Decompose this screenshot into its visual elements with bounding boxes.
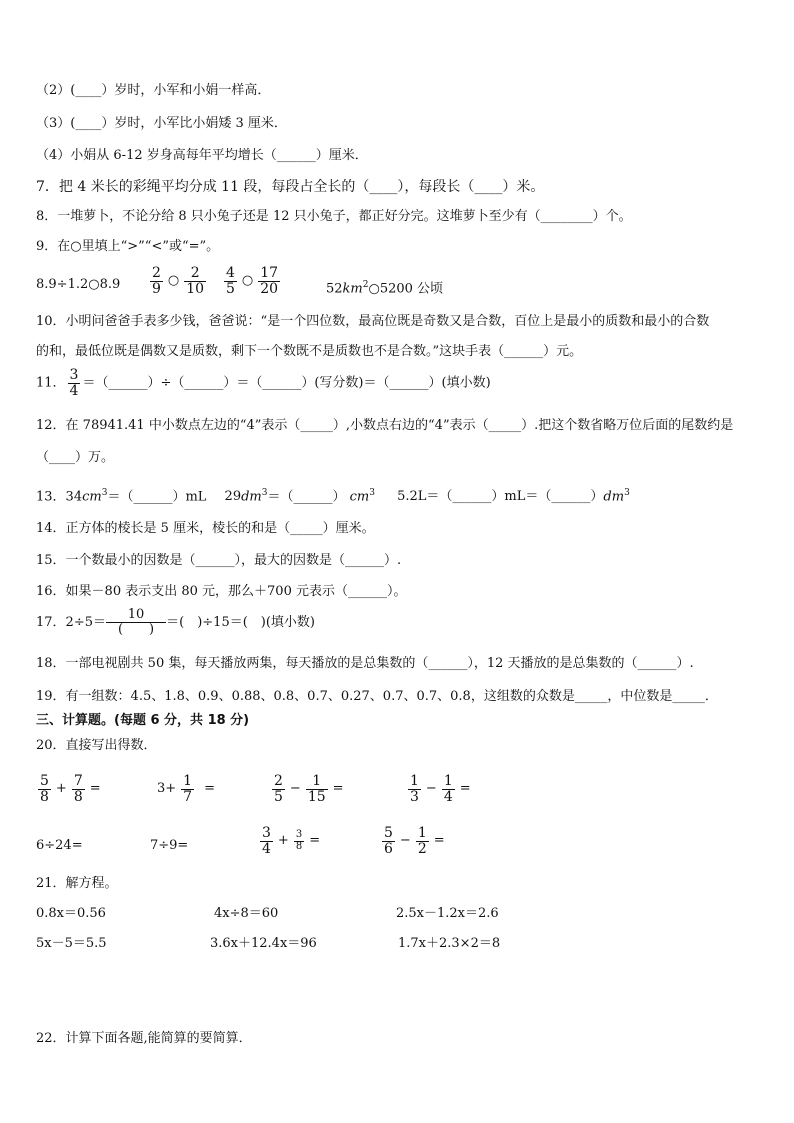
- equation: 0.8x＝0.56: [36, 906, 106, 921]
- q6-2-line: （2）(____）岁时，小军和小娟一样高．: [36, 83, 271, 98]
- q8-line: 8．一堆萝卜，不论分给 8 只小兔子还是 12 只小兔子，都正好分完。这堆萝卜至少有（________）个。: [36, 209, 632, 224]
- equation: 4x÷8＝60: [214, 906, 279, 921]
- equation: 2.5x－1.2x＝2.6: [396, 906, 499, 921]
- q20-r2c3: $\frac{3}{4}$ + $\frac{3}{8}$ =: [262, 825, 321, 857]
- q9-item-3: $\frac{4}{5}$ ○ $\frac{17}{20}$: [226, 265, 279, 297]
- q9-line: 9．在○里填上“>”“<”或“=”。: [36, 239, 220, 254]
- equation: 3.6x＋12.4x＝96: [210, 936, 317, 951]
- q11-line: 11． $\frac{3}{4}$ ＝（______）÷（______）＝（______）(写分数)＝（______）(填小数): [36, 367, 491, 399]
- q20-r1c2: 3+ $\frac{1}{7}$ =: [157, 773, 215, 805]
- q9-item-4: $52km^2○5200$ 公顷: [326, 280, 444, 297]
- q9-item-2: $\frac{2}{9}$ ○ $\frac{2}{10}$: [152, 265, 205, 297]
- q20-r2c1: 6÷24=: [36, 838, 83, 853]
- q18-line: 18．一部电视剧共 50 集，每天播放两集，每天播放的是总集数的（______），12 天播放的是总集数的（______）.: [36, 656, 694, 671]
- q20-r1c4: $\frac{1}{3}$ − $\frac{1}{4}$ =: [410, 773, 471, 805]
- q20-r2c4: $\frac{5}{6}$ − $\frac{1}{2}$ =: [384, 825, 445, 857]
- q20-line: 20．直接写出得数．: [36, 738, 157, 753]
- q20-r1c3: $\frac{2}{5}$ − $\frac{1}{15}$ =: [274, 773, 344, 805]
- q7-line: 7．把 4 米长的彩绳平均分成 11 段，每段占全长的（____），每段长（____）米。: [36, 179, 545, 195]
- q9-item-1: 8.9÷1.2○8.9: [36, 277, 121, 292]
- q19-line: 19．有一组数：4.5、1.8、0.9、0.88、0.8、0.7、0.27、0.7、0.7、0.8，这组数的众数是_____，中位数是_____．: [36, 689, 718, 704]
- fraction: $\frac{17}{20}$: [260, 265, 279, 297]
- q10-line-1: 10．小明问爸爸手表多少钱，爸爸说：“是一个四位数，最高位既是奇数又是合数，百位上是最小的质数和最小的合数: [36, 314, 710, 329]
- q13-line: 13．$34cm^3=(\_\_\_\_\_\_)mL$ $29dm^3=(\_\_\_\_\_\_)$ $cm^3$ $5.2L=(\_\_\_\_\_\_)mL=(\_\_\_\_\_\_)dm^3$: [36, 488, 630, 505]
- fraction: $\frac{3}{4}$: [69, 367, 79, 399]
- q14-line: 14．正方体的棱长是 5 厘米，棱长的和是（_____）厘米。: [36, 521, 375, 536]
- equation: 5x－5＝5.5: [36, 936, 107, 951]
- q6-3-line: （3）(____）岁时，小军比小娟矮 3 厘米．: [36, 116, 287, 131]
- fraction: $\frac{4}{5}$: [226, 265, 235, 297]
- section-3-heading: 三、计算题。(每题 6 分，共 18 分): [36, 713, 250, 728]
- q21-line: 21．解方程。: [36, 876, 118, 891]
- q10-line-2: 的和，最低位既是偶数又是质数，剩下一个数既不是质数也不是合数。”这块手表（______）元。: [36, 344, 583, 359]
- q20-r1c1: $\frac{5}{8}$ + $\frac{7}{8}$ =: [40, 773, 101, 805]
- fraction: $\frac{2}{10}$: [186, 265, 205, 297]
- q17-line: 17．2÷5＝ 10 ( ) ＝( )÷15＝( )(填小数): [36, 607, 316, 638]
- q6-4-line: （4）小娟从 6-12 岁身高每年平均增长（______）厘米．: [36, 148, 368, 163]
- equation: 1.7x＋2.3×2＝8: [398, 936, 501, 951]
- q12-line-2: （____）万。: [36, 450, 115, 465]
- q22-line: 22．计算下面各题,能简算的要简算．: [36, 1031, 252, 1046]
- fraction: 10 ( ): [106, 608, 166, 638]
- fraction: $\frac{2}{9}$: [152, 265, 161, 297]
- q20-r2c2: 7÷9=: [150, 838, 189, 853]
- q16-line: 16．如果－80 表示支出 80 元，那么＋700 元表示（______）。: [36, 584, 407, 599]
- q12-line-1: 12．在 78941.41 中小数点左边的“4”表示（_____）,小数点右边的“4”表示（_____）.把这个数省略万位后面的尾数约是: [36, 418, 734, 433]
- q15-line: 15．一个数最小的因数是（______），最大的因数是（______）.: [36, 553, 402, 568]
